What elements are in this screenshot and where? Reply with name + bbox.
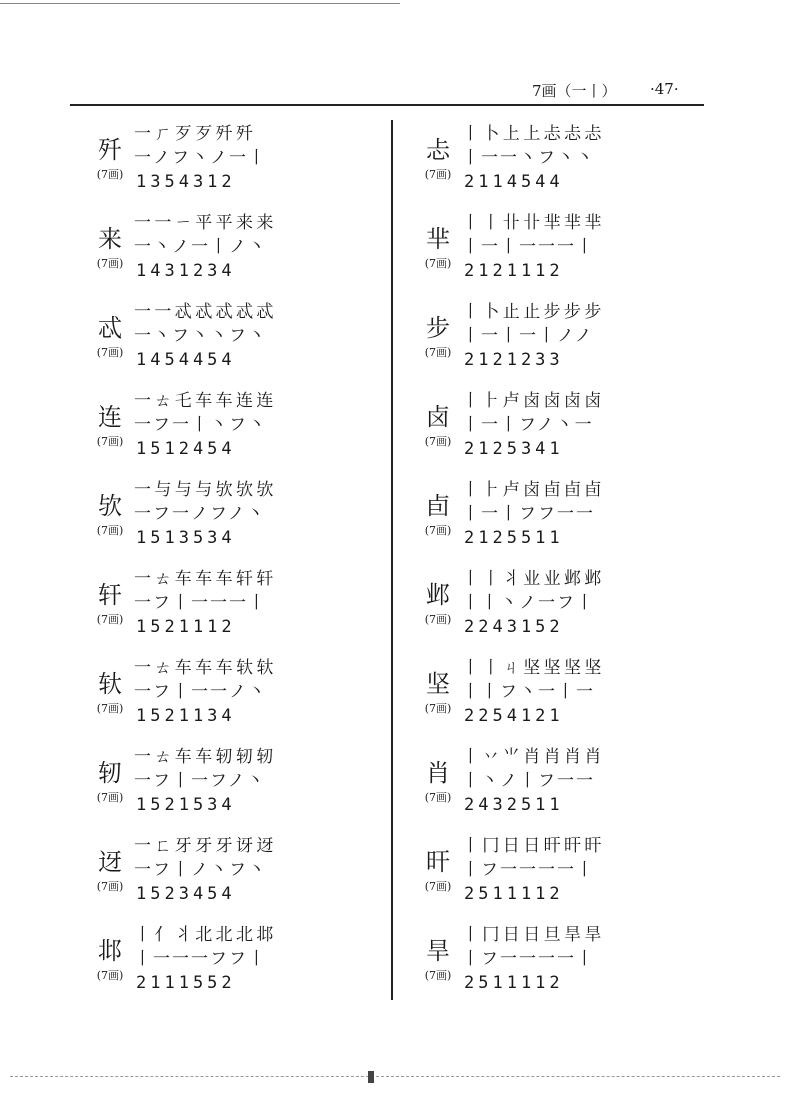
stroke-sequence-forms: 一 ㄊ 乇 车 车 连 连 (134, 391, 273, 411)
page-header (70, 78, 704, 102)
stroke-code-digits: 2121112 (464, 261, 564, 281)
stroke-code-digits: 2254121 (464, 706, 564, 726)
character-entry (86, 923, 386, 1013)
stroke-sequence-forms: 丨 丨 ㄐ 坚 坚 坚 坚 (462, 658, 601, 678)
stroke-sequence-forms: 一 ㄊ 车 车 轫 轫 轫 (134, 747, 273, 767)
stroke-code-digits: 2125341 (464, 439, 564, 459)
character-entry (414, 478, 714, 568)
stroke-count-tag: (7画) (424, 168, 452, 181)
stroke-shapes: 丨丶ノ丨フ一一 (462, 771, 595, 791)
stroke-code-digits: 2511112 (464, 884, 564, 904)
stroke-sequence-forms: 丨 卜 上 上 忐 忐 忐 (462, 124, 601, 144)
character-entry (414, 211, 714, 301)
head-character: 来 (98, 225, 122, 253)
stroke-code-digits: 1521134 (136, 706, 236, 726)
section-title: 7画（一丨） (532, 82, 617, 100)
stroke-code-digits: 2121233 (464, 350, 564, 370)
stroke-count-tag: (7画) (424, 346, 452, 359)
stroke-shapes: 丨一一丶フ丶丶 (462, 148, 595, 168)
stroke-count-tag: (7画) (96, 524, 124, 537)
character-entry (414, 923, 714, 1013)
stroke-code-digits: 1521534 (136, 795, 236, 815)
head-character: 轫 (98, 759, 122, 787)
stroke-shapes: 丨フ一一一一丨 (462, 860, 595, 880)
stroke-shapes: 丨一丨一一一丨 (462, 237, 595, 257)
stroke-code-digits: 1523454 (136, 884, 236, 904)
character-entry (414, 300, 714, 390)
stroke-code-digits: 1512454 (136, 439, 236, 459)
character-entry (86, 745, 386, 835)
stroke-sequence-forms: 丨 丷 ⺌ 肖 肖 肖 肖 (462, 747, 601, 767)
stroke-shapes: 一フ丨一一ノ丶 (134, 682, 267, 702)
stroke-count-tag: (7画) (96, 168, 124, 181)
character-entry (414, 567, 714, 657)
head-character: 步 (426, 314, 450, 342)
stroke-count-tag: (7画) (96, 613, 124, 626)
stroke-sequence-forms: 丨 ⺊ 卢 卤 卤 卤 卤 (462, 391, 601, 411)
head-character: 歼 (98, 136, 122, 164)
stroke-code-digits: 2114544 (464, 172, 564, 192)
head-character: 邶 (98, 937, 122, 965)
stroke-count-tag: (7画) (96, 880, 124, 893)
stroke-count-tag: (7画) (96, 969, 124, 982)
head-character: 卤 (426, 403, 450, 431)
stroke-code-digits: 1513534 (136, 528, 236, 548)
character-entry (414, 389, 714, 479)
binding-mark (368, 1071, 374, 1083)
stroke-code-digits: 2125511 (464, 528, 564, 548)
stroke-shapes: 一フ丨ノ丶フ丶 (134, 860, 267, 880)
stroke-code-digits: 2432511 (464, 795, 564, 815)
character-entry (86, 300, 386, 390)
character-entry (86, 478, 386, 568)
stroke-count-tag: (7画) (424, 257, 452, 270)
stroke-count-tag: (7画) (424, 613, 452, 626)
stroke-shapes: 一丶ノ一丨ノ丶 (134, 237, 267, 257)
stroke-sequence-forms: 丨 冂 日 日 旦 旱 旱 (462, 925, 601, 945)
stroke-shapes: 丨一一一フフ丨 (134, 949, 267, 969)
head-character: 旱 (426, 937, 450, 965)
stroke-shapes: 一フ丨一一一丨 (134, 593, 267, 613)
head-character: 旰 (426, 848, 450, 876)
stroke-sequence-forms: 丨 ⺅ 丬 北 北 北 邶 (134, 925, 273, 945)
stroke-sequence-forms: 一 ㄊ 车 车 车 轩 轩 (134, 569, 273, 589)
character-entry (414, 745, 714, 835)
stroke-shapes: 一丶フ丶丶フ丶 (134, 326, 267, 346)
head-character: 欤 (98, 492, 122, 520)
character-entry (414, 656, 714, 746)
stroke-sequence-forms: 丨 冂 日 日 旰 旰 旰 (462, 836, 601, 856)
head-character: 轪 (98, 670, 122, 698)
character-entry (86, 834, 386, 924)
stroke-sequence-forms: 丨 丨 丬 业 业 邺 邺 (462, 569, 601, 589)
stroke-count-tag: (7画) (424, 791, 452, 804)
stroke-count-tag: (7画) (96, 257, 124, 270)
stroke-count-tag: (7画) (424, 702, 452, 715)
head-character: 肖 (426, 759, 450, 787)
character-entry (86, 656, 386, 746)
stroke-code-digits: 1454454 (136, 350, 236, 370)
stroke-shapes: 一フ丨一フノ丶 (134, 771, 266, 791)
stroke-shapes: 丨一丨フフ一一 (462, 504, 595, 524)
stroke-count-tag: (7画) (424, 880, 452, 893)
stroke-sequence-forms: 一 与 与 与 欤 欤 欤 (134, 480, 273, 500)
character-entry (414, 122, 714, 212)
character-entry (86, 122, 386, 212)
stroke-code-digits: 2511112 (464, 973, 564, 993)
stroke-count-tag: (7画) (96, 702, 124, 715)
stroke-shapes: 一フ一丨丶フ丶 (134, 415, 267, 435)
stroke-count-tag: (7画) (424, 969, 452, 982)
stroke-shapes: 丨一丨フノ丶一 (462, 415, 594, 435)
stroke-shapes: 丨フ一一一一丨 (462, 949, 595, 969)
stroke-sequence-forms: 丨 丨 卝 卝 芈 芈 芈 (462, 213, 601, 233)
character-entry (86, 567, 386, 657)
head-character: 连 (98, 403, 122, 431)
stroke-code-digits: 1521112 (136, 617, 236, 637)
scan-edge-top (0, 3, 400, 4)
stroke-shapes: 丨一丨一丨ノノ (462, 326, 594, 346)
stroke-count-tag: (7画) (424, 524, 452, 537)
stroke-sequence-forms: 一 ㄊ 车 车 车 轪 轪 (134, 658, 273, 678)
head-character: 忒 (98, 314, 122, 342)
head-character: 芈 (426, 225, 450, 253)
scan-edge-bottom (10, 1076, 780, 1078)
stroke-sequence-forms: 一 ㄏ 歹 歹 歼 歼 (134, 124, 253, 144)
character-entry (414, 834, 714, 924)
stroke-sequence-forms: 丨 卜 止 止 步 步 步 (462, 302, 601, 322)
head-character: 忐 (426, 136, 450, 164)
stroke-count-tag: (7画) (96, 435, 124, 448)
stroke-shapes: 丨丨フ丶一丨一 (462, 682, 595, 702)
page-number: ·47· (650, 80, 679, 98)
head-character: 坚 (426, 670, 450, 698)
stroke-code-digits: 2111552 (136, 973, 236, 993)
stroke-count-tag: (7画) (96, 346, 124, 359)
stroke-shapes: 一ノフ丶ノ一丨 (134, 148, 267, 168)
stroke-sequence-forms: 一 ㄈ 牙 牙 牙 讶 迓 (134, 836, 273, 856)
stroke-code-digits: 1354312 (136, 172, 236, 192)
stroke-count-tag: (7画) (424, 435, 452, 448)
stroke-sequence-forms: 丨 ⺊ 卢 卤 卣 卣 卣 (462, 480, 601, 500)
stroke-code-digits: 2243152 (464, 617, 564, 637)
stroke-shapes: 丨丨丶ノ一フ丨 (462, 593, 595, 613)
stroke-shapes: 一フ一ノフノ丶 (134, 504, 266, 524)
head-character: 邺 (426, 581, 450, 609)
header-rule (70, 104, 704, 106)
head-character: 卣 (426, 492, 450, 520)
stroke-sequence-forms: 一 一 忒 忒 忒 忒 忒 (134, 302, 273, 322)
stroke-count-tag: (7画) (96, 791, 124, 804)
stroke-sequence-forms: 一 一 ㄧ 平 平 来 来 (134, 213, 273, 233)
character-entry (86, 211, 386, 301)
stroke-code-digits: 1431234 (136, 261, 236, 281)
character-entry (86, 389, 386, 479)
head-character: 轩 (98, 581, 122, 609)
column-divider (391, 120, 393, 1000)
head-character: 迓 (98, 848, 122, 876)
